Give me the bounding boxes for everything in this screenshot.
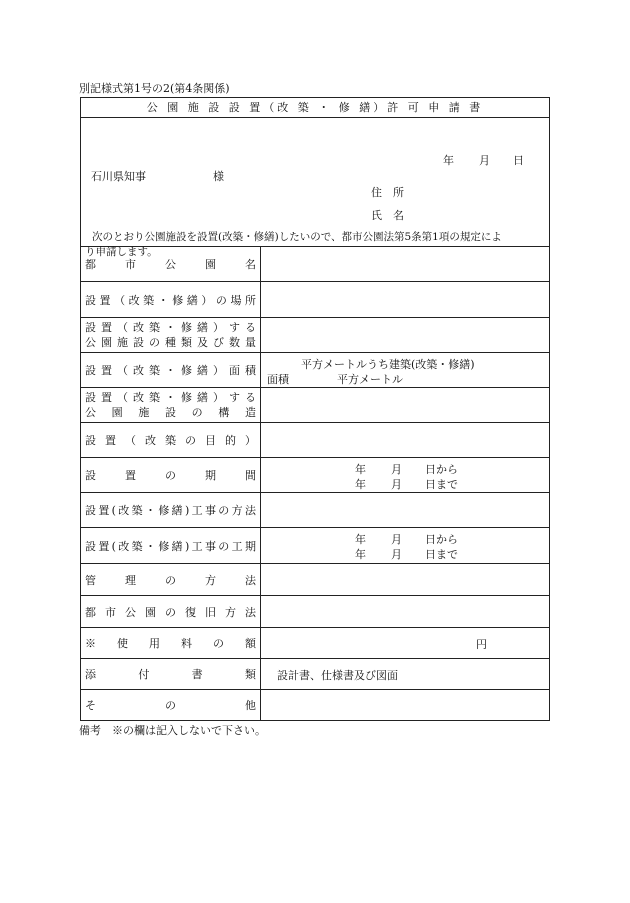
work-to-day: 日まで (425, 548, 458, 561)
row-fee (81, 628, 549, 659)
addressee-honorific: 様 (213, 170, 224, 183)
label-purpose: 設置（改築の目的） (81, 423, 261, 457)
area-building-label: 面積 (267, 373, 289, 386)
row-period (81, 458, 549, 493)
row-area (81, 353, 549, 388)
value-location[interactable] (261, 282, 549, 317)
value-management[interactable] (261, 564, 549, 595)
row-management (81, 564, 549, 596)
name-label: 氏 名 (371, 209, 404, 222)
value-work-period[interactable] (261, 528, 549, 563)
value-kind[interactable] (261, 318, 549, 352)
value-fee (261, 628, 549, 658)
work-from-year: 年 (355, 533, 366, 546)
row-structure (81, 388, 549, 423)
period-from-day: 日から (425, 463, 458, 476)
value-other[interactable] (261, 690, 549, 720)
value-restore[interactable] (261, 596, 549, 627)
label-kind: 設置（改築・修繕）する 公園施設の種類及び数量 (81, 318, 261, 352)
value-period[interactable] (261, 458, 549, 492)
work-to-month: 月 (391, 548, 402, 561)
row-location (81, 282, 549, 318)
label-attachments: 添付書類 (81, 659, 261, 689)
date-day: 日 (513, 154, 524, 167)
row-other (81, 690, 549, 720)
label-restore: 都市公園の復旧方法 (81, 596, 261, 627)
work-from-month: 月 (391, 533, 402, 546)
form-title: 公 園 施 設 設 置（改 築 ・ 修 繕）許 可 申 請 書 (81, 98, 549, 118)
value-method[interactable] (261, 493, 549, 527)
header-block (81, 118, 549, 258)
work-from-day: 日から (425, 533, 458, 546)
form-caption: 別記様式第1号の2(第4条関係) (79, 82, 230, 95)
label-structure: 設置（改築・修繕）する 公園施設の構造 (81, 388, 261, 422)
label-location: 設置（改築・修繕）の場所 (81, 282, 261, 317)
row-attachments (81, 659, 549, 690)
period-to-month: 月 (391, 478, 402, 491)
label-management: 管理の方法 (81, 564, 261, 595)
period-to-day: 日まで (425, 478, 458, 491)
label-park-name: 都市公園名 (81, 247, 261, 281)
area-building-unit: 平方メートル (337, 373, 403, 386)
row-work-period (81, 528, 549, 564)
application-form (80, 97, 550, 721)
label-period: 設置の期間 (81, 458, 261, 492)
fee-unit: 円 (476, 638, 487, 651)
row-restore (81, 596, 549, 628)
date-year: 年 (443, 154, 454, 167)
statement-line-2: り申請します。 (85, 246, 158, 258)
period-from-year: 年 (355, 463, 366, 476)
addressee: 石川県知事 (91, 170, 146, 183)
value-park-name[interactable] (261, 247, 549, 281)
address-label: 住 所 (371, 186, 404, 199)
value-attachments (261, 659, 549, 689)
period-to-year: 年 (355, 478, 366, 491)
row-purpose (81, 423, 549, 458)
value-purpose[interactable] (261, 423, 549, 457)
label-other: その他 (81, 690, 261, 720)
label-work-period: 設置(改築・修繕)工事の工期 (81, 528, 261, 563)
label-method: 設置(改築・修繕)工事の方法 (81, 493, 261, 527)
work-to-year: 年 (355, 548, 366, 561)
row-kind (81, 318, 549, 353)
date-month: 月 (479, 154, 490, 167)
period-from-month: 月 (391, 463, 402, 476)
row-method (81, 493, 549, 528)
label-fee: ※使用料の額 (81, 628, 261, 658)
footnote: 備考 ※の欄は記入しないで下さい。 (79, 724, 266, 737)
label-area: 設置（改築・修繕）面積 (81, 353, 261, 387)
value-structure[interactable] (261, 388, 549, 422)
statement-line-1: 次のとおり公園施設を設置(改築・修繕)したいので、都市公園法第5条第1項の規定によ (92, 231, 502, 243)
attachments-text: 設計書、仕様書及び図面 (277, 669, 398, 682)
value-area[interactable] (261, 353, 549, 387)
area-unit-text: 平方メートルうち建築(改築・修繕) (301, 358, 475, 371)
